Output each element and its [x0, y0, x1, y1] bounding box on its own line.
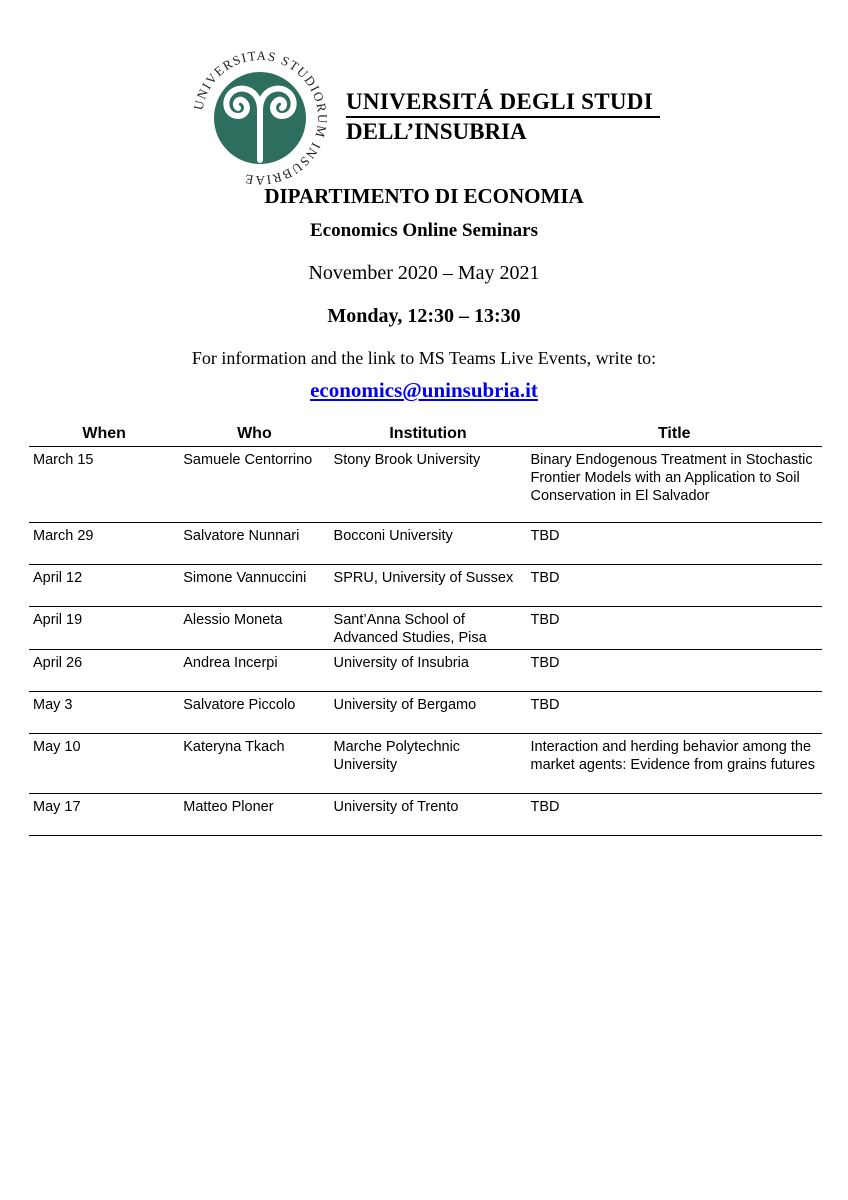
cell-title: TBD [527, 565, 823, 607]
seminar-time: Monday, 12:30 – 13:30 [327, 305, 521, 327]
table-row [29, 447, 822, 523]
series-title: Economics Online Seminars [309, 220, 538, 241]
seal-ring-text: UNIVERSITAS STUDIORUM INSUBRIAE [190, 48, 330, 188]
table-row [29, 734, 822, 794]
cell-title: TBD [527, 794, 823, 836]
cell-title: TBD [527, 692, 823, 734]
university-name-line1: UNIVERSITÁ DEGLI STUDI [346, 89, 653, 114]
email-container [0, 378, 848, 403]
header-title: Title [527, 424, 823, 447]
header-when: When [29, 424, 179, 447]
table-row [29, 523, 822, 565]
table-row [29, 650, 822, 692]
cell-who: Salvatore Nunnari [179, 523, 329, 565]
cell-institution: University of Trento [330, 794, 527, 836]
cell-when: May 10 [29, 734, 179, 794]
table-row [29, 565, 822, 607]
cell-when: March 15 [29, 447, 179, 523]
seal-svg [190, 48, 330, 188]
cell-who: Salvatore Piccolo [179, 692, 329, 734]
cell-when: March 29 [29, 523, 179, 565]
cell-who: Kateryna Tkach [179, 734, 329, 794]
cell-when: April 26 [29, 650, 179, 692]
cell-who: Samuele Centorrino [179, 447, 329, 523]
cell-institution: Marche Polytechnic University [330, 734, 527, 794]
cell-institution: University of Insubria [330, 650, 527, 692]
cell-institution: Stony Brook University [330, 447, 527, 523]
university-seal-logo [190, 48, 330, 188]
series-period: November 2020 – May 2021 [308, 262, 540, 284]
cell-institution: University of Bergamo [330, 692, 527, 734]
email-link[interactable]: economics@uninsubria.it [310, 378, 538, 402]
cell-title: Binary Endogenous Treatment in Stochastic Frontier Models with an Application to Soil Conservation in El Salvador [527, 447, 823, 523]
table-header-row [29, 424, 822, 447]
table-row [29, 794, 822, 836]
cell-title: TBD [527, 607, 823, 650]
cell-when: April 19 [29, 607, 179, 650]
header-who: Who [179, 424, 329, 447]
cell-institution: Sant’Anna School of Advanced Studies, Pisa [330, 607, 527, 650]
cell-who: Simone Vannuccini [179, 565, 329, 607]
cell-who: Andrea Incerpi [179, 650, 329, 692]
department-title: DIPARTIMENTO DI ECONOMIA [264, 184, 584, 208]
header-institution: Institution [330, 424, 527, 447]
cell-when: May 17 [29, 794, 179, 836]
cell-who: Alessio Moneta [179, 607, 329, 650]
cell-institution: Bocconi University [330, 523, 527, 565]
seminar-schedule-table [29, 424, 822, 836]
table-row [29, 692, 822, 734]
cell-when: May 3 [29, 692, 179, 734]
info-text: For information and the link to MS Teams Live Events, write to: [191, 348, 657, 368]
cell-title: TBD [527, 650, 823, 692]
cell-when: April 12 [29, 565, 179, 607]
cell-title: TBD [527, 523, 823, 565]
cell-who: Matteo Ploner [179, 794, 329, 836]
university-name-line2: DELL’INSUBRIA [346, 119, 527, 144]
cell-institution: SPRU, University of Sussex [330, 565, 527, 607]
cell-title: Interaction and herding behavior among the market agents: Evidence from grains futures [527, 734, 823, 794]
table-row [29, 607, 822, 650]
